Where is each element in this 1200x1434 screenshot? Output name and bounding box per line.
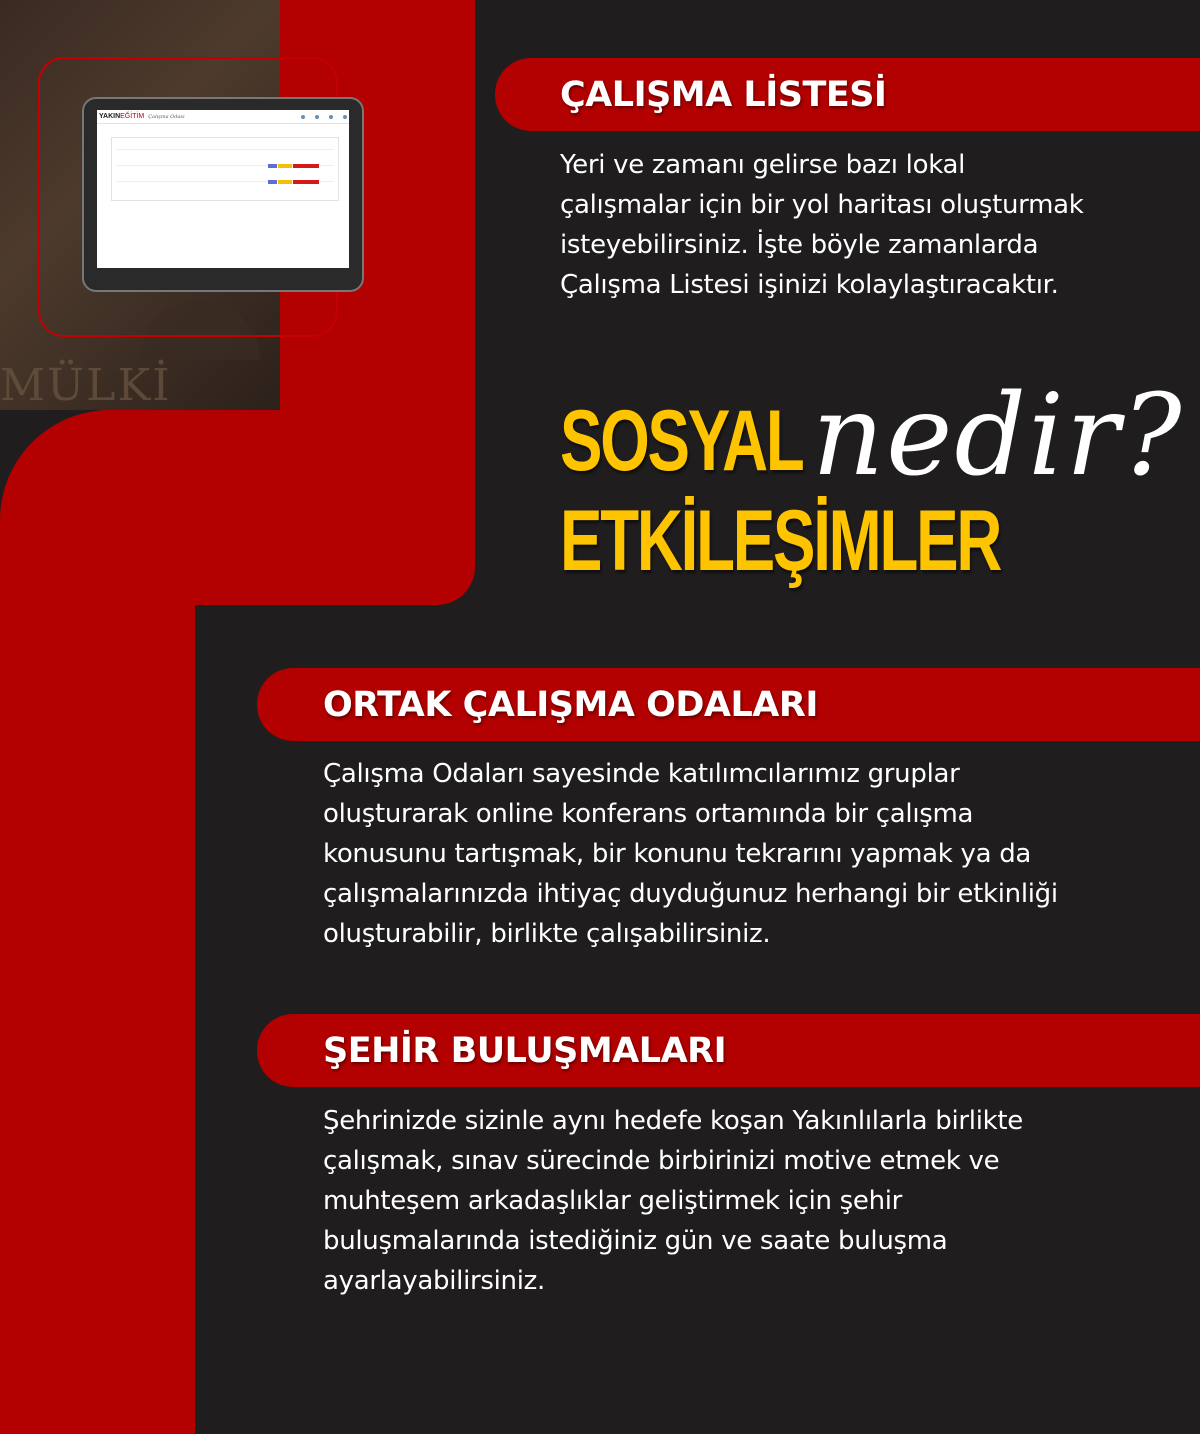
text-line: çalışmalarınızda ihtiyaç duyduğunuz herhangi bir etkinliği <box>323 879 1058 909</box>
text-line: Yeri ve zamanı gelirse bazı lokal <box>560 150 966 180</box>
app-header-icons <box>301 115 347 119</box>
tablet-screen <box>97 110 349 268</box>
text-line: muhteşem arkadaşlıklar geliştirmek için şehir <box>323 1186 903 1216</box>
section-header-ortak-calisma-odalari <box>257 668 1200 741</box>
row-action-button <box>268 180 277 184</box>
row-action-button <box>293 164 319 168</box>
section-text-ortak-calisma-odalari <box>323 754 1183 954</box>
text-line: ayarlayabilirsiniz. <box>323 1266 545 1296</box>
row-action-button <box>293 180 319 184</box>
text-line: çalışmalar için bir yol haritası oluşturmak <box>560 190 1084 220</box>
user-icon <box>329 115 333 119</box>
app-list-panel <box>111 137 339 201</box>
notification-icon <box>301 115 305 119</box>
section-text-sehir-bulusmalari <box>323 1101 1183 1301</box>
red-panel-left-strip <box>0 560 195 1434</box>
text-line: Çalışma Listesi işinizi kolaylaştıracaktır. <box>560 270 1059 300</box>
section-title: ŞEHİR BULUŞMALARI <box>323 1030 727 1071</box>
photo-engraved-letters: MÜLKİ <box>0 360 172 410</box>
text-line: konusunu tartışmak, bir konunu tekrarını yapmak ya da <box>323 839 1032 869</box>
tablet-mockup <box>82 97 364 292</box>
section-title: ÇALIŞMA LİSTESİ <box>560 74 887 115</box>
headline-line-1: SOSYAL <box>560 393 803 489</box>
headline-script: nedir? <box>812 371 1184 501</box>
text-line: çalışmak, sınav sürecinde birbirinizi motive etmek ve <box>323 1146 1000 1176</box>
text-line: Şehrinizde sizinle aynı hedefe koşan Yakınlılarla birlikte <box>323 1106 1023 1136</box>
text-line: isteyebilirsiniz. İşte böyle zamanlarda <box>560 230 1039 260</box>
app-header <box>97 110 349 124</box>
settings-icon <box>315 115 319 119</box>
row-action-button <box>278 180 292 184</box>
section-header-calisma-listesi <box>495 58 1200 131</box>
headline-line-2: ETKİLEŞİMLER <box>560 493 1001 589</box>
profile-icon <box>343 115 347 119</box>
section-text-calisma-listesi <box>560 145 1190 305</box>
text-line: Çalışma Odaları sayesinde katılımcılarımız gruplar <box>323 759 960 789</box>
row-action-button <box>278 164 292 168</box>
app-logo: YAKINEĞİTİM <box>99 113 145 120</box>
row-action-button <box>268 164 277 168</box>
text-line: buluşmalarında istediğiniz gün ve saate buluşma <box>323 1226 948 1256</box>
text-line: oluşturarak online konferans ortamında bir çalışma <box>323 799 974 829</box>
section-header-sehir-bulusmalari <box>257 1014 1200 1087</box>
app-subtitle: Çalışma Odası <box>148 113 185 120</box>
text-line: oluşturabilir, birlikte çalışabilirsiniz. <box>323 919 771 949</box>
section-title: ORTAK ÇALIŞMA ODALARI <box>323 684 818 725</box>
list-header-row <box>116 144 334 150</box>
